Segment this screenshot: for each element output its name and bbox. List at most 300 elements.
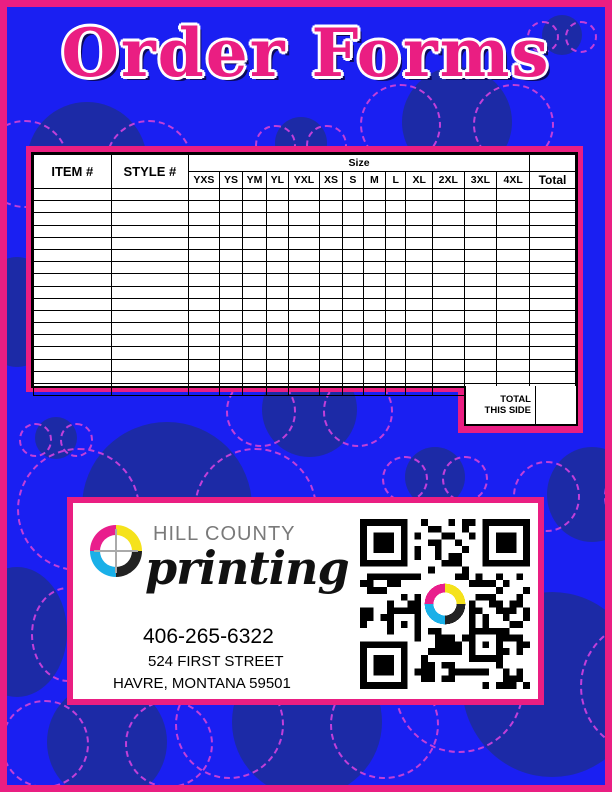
order-cell[interactable] [464,310,497,322]
order-cell[interactable] [111,237,189,249]
order-cell[interactable] [111,347,189,359]
order-cell[interactable] [343,249,363,261]
order-cell[interactable] [289,189,320,201]
order-cell[interactable] [319,347,342,359]
order-cell[interactable] [266,237,288,249]
order-cell[interactable] [111,298,189,310]
order-cell[interactable] [319,286,342,298]
size-ys: YS [219,172,242,189]
order-cell[interactable] [189,274,220,286]
order-cell[interactable] [497,347,530,359]
order-grid [33,154,576,396]
cmyk-crosshair-logo-icon [86,521,146,581]
order-cell[interactable] [432,384,464,396]
order-cell[interactable] [111,335,189,347]
order-cell[interactable] [464,213,497,225]
order-cell[interactable] [406,237,433,249]
order-form-table [26,146,583,433]
order-cell[interactable] [406,274,433,286]
order-cell[interactable] [289,298,320,310]
order-cell[interactable] [319,213,342,225]
order-cell[interactable] [243,201,266,213]
order-cell[interactable] [386,335,406,347]
order-cell[interactable] [343,384,363,396]
order-cell[interactable] [464,335,497,347]
order-cell[interactable] [111,286,189,298]
order-cell[interactable] [34,286,112,298]
total-header-spacer [529,155,575,172]
size-ym: YM [243,172,266,189]
order-cell[interactable] [386,189,406,201]
item-number-header: ITEM # [34,155,112,189]
order-cell[interactable] [343,371,363,383]
order-cell[interactable] [432,359,464,371]
order-cell[interactable] [34,189,112,201]
order-cell[interactable] [432,347,464,359]
order-cell[interactable] [266,323,288,335]
order-cell[interactable] [386,347,406,359]
order-cell[interactable] [343,262,363,274]
order-cell[interactable] [243,359,266,371]
order-cell[interactable] [111,274,189,286]
order-cell[interactable] [189,237,220,249]
order-cell[interactable] [319,384,342,396]
total-this-side-field[interactable] [536,386,578,424]
order-cell[interactable] [363,201,385,213]
order-cell[interactable] [343,286,363,298]
order-cell[interactable] [406,225,433,237]
order-cell[interactable] [111,359,189,371]
order-cell[interactable] [432,189,464,201]
order-cell[interactable] [266,262,288,274]
order-cell[interactable] [406,298,433,310]
order-cell[interactable] [243,371,266,383]
order-cell[interactable] [432,310,464,322]
order-cell[interactable] [464,262,497,274]
order-cell[interactable] [243,237,266,249]
order-cell[interactable] [266,298,288,310]
order-cell[interactable] [219,310,242,322]
order-cell[interactable] [464,298,497,310]
order-cell[interactable] [386,213,406,225]
order-cell[interactable] [289,359,320,371]
order-cell[interactable] [189,189,220,201]
order-cell[interactable] [386,225,406,237]
order-cell[interactable] [406,371,433,383]
order-cell[interactable] [529,237,575,249]
order-row [34,310,576,322]
order-row [34,335,576,347]
order-cell[interactable] [497,262,530,274]
order-cell[interactable] [343,237,363,249]
order-cell[interactable] [363,225,385,237]
order-cell[interactable] [219,323,242,335]
order-cell[interactable] [529,371,575,383]
order-cell[interactable] [529,213,575,225]
order-cell[interactable] [464,323,497,335]
order-cell[interactable] [363,237,385,249]
order-cell[interactable] [319,225,342,237]
order-cell[interactable] [111,201,189,213]
order-cell[interactable] [464,371,497,383]
order-cell[interactable] [497,225,530,237]
order-cell[interactable] [189,249,220,261]
order-cell[interactable] [319,274,342,286]
order-cell[interactable] [289,371,320,383]
business-info-panel [73,503,538,699]
order-cell[interactable] [406,359,433,371]
order-cell[interactable] [497,298,530,310]
order-cell[interactable] [363,335,385,347]
order-cell[interactable] [266,189,288,201]
order-cell[interactable] [219,286,242,298]
order-cell[interactable] [243,323,266,335]
order-cell[interactable] [34,371,112,383]
order-cell[interactable] [386,286,406,298]
business-info-card [67,497,544,705]
order-cell[interactable] [243,298,266,310]
order-cell[interactable] [219,371,242,383]
order-cell[interactable] [319,298,342,310]
order-cell[interactable] [219,262,242,274]
order-cell[interactable] [189,262,220,274]
order-cell[interactable] [406,384,433,396]
order-cell[interactable] [363,274,385,286]
order-cell[interactable] [189,359,220,371]
order-cell[interactable] [34,201,112,213]
order-cell[interactable] [497,359,530,371]
order-cell[interactable] [432,335,464,347]
order-cell[interactable] [386,262,406,274]
order-cell[interactable] [497,201,530,213]
order-cell[interactable] [111,262,189,274]
order-cell[interactable] [529,323,575,335]
order-cell[interactable] [243,262,266,274]
order-cell[interactable] [319,237,342,249]
order-cell[interactable] [34,213,112,225]
order-cell[interactable] [189,371,220,383]
order-cell[interactable] [343,213,363,225]
order-cell[interactable] [386,237,406,249]
order-cell[interactable] [266,249,288,261]
order-cell[interactable] [497,213,530,225]
order-cell[interactable] [219,384,242,396]
order-cell[interactable] [243,225,266,237]
street-address: 524 FIRST STREET [148,653,284,670]
order-cell[interactable] [189,213,220,225]
order-cell[interactable] [34,237,112,249]
order-cell[interactable] [266,384,288,396]
order-cell[interactable] [497,335,530,347]
order-cell[interactable] [363,347,385,359]
order-cell[interactable] [529,201,575,213]
order-cell[interactable] [386,249,406,261]
order-cell[interactable] [497,323,530,335]
order-cell[interactable] [386,384,406,396]
total-this-side-label [466,386,536,424]
order-cell[interactable] [386,298,406,310]
order-cell[interactable] [289,213,320,225]
order-cell[interactable] [432,371,464,383]
order-cell[interactable] [219,189,242,201]
order-cell[interactable] [34,359,112,371]
order-cell[interactable] [432,298,464,310]
order-cell[interactable] [243,335,266,347]
order-cell[interactable] [266,335,288,347]
size-4xl: 4XL [497,172,530,189]
order-cell[interactable] [219,237,242,249]
order-cell[interactable] [219,347,242,359]
order-cell[interactable] [243,286,266,298]
order-cell[interactable] [529,249,575,261]
order-cell[interactable] [319,249,342,261]
order-cell[interactable] [497,189,530,201]
order-cell[interactable] [343,310,363,322]
order-cell[interactable] [243,189,266,201]
order-cell[interactable] [289,225,320,237]
order-cell[interactable] [319,262,342,274]
order-cell[interactable] [319,310,342,322]
order-cell[interactable] [34,384,112,396]
order-cell[interactable] [289,310,320,322]
order-cell[interactable] [497,274,530,286]
order-cell[interactable] [343,335,363,347]
order-cell[interactable] [189,225,220,237]
order-cell[interactable] [464,249,497,261]
order-cell[interactable] [219,298,242,310]
order-cell[interactable] [111,249,189,261]
order-cell[interactable] [319,335,342,347]
order-cell[interactable] [243,249,266,261]
order-cell[interactable] [219,225,242,237]
order-row [34,262,576,274]
order-cell[interactable] [34,274,112,286]
order-cell[interactable] [189,286,220,298]
order-cell[interactable] [243,384,266,396]
order-cell[interactable] [289,274,320,286]
order-cell[interactable] [219,249,242,261]
company-name: HILL COUNTY [153,523,296,545]
order-cell[interactable] [406,286,433,298]
order-cell[interactable] [464,274,497,286]
order-cell[interactable] [243,310,266,322]
order-cell[interactable] [464,347,497,359]
order-cell[interactable] [266,274,288,286]
total-header: Total [529,172,575,189]
order-cell[interactable] [111,225,189,237]
order-cell[interactable] [111,213,189,225]
order-cell[interactable] [34,347,112,359]
order-cell[interactable] [464,359,497,371]
size-3xl: 3XL [464,172,497,189]
order-row [34,347,576,359]
order-cell[interactable] [529,298,575,310]
order-cell[interactable] [289,249,320,261]
order-cell[interactable] [34,225,112,237]
order-cell[interactable] [111,371,189,383]
order-cell[interactable] [497,310,530,322]
order-cell[interactable] [189,347,220,359]
order-cell[interactable] [34,249,112,261]
order-cell[interactable] [189,335,220,347]
order-cell[interactable] [386,323,406,335]
order-cell[interactable] [343,201,363,213]
order-cell[interactable] [363,262,385,274]
order-cell[interactable] [363,371,385,383]
order-cell[interactable] [266,225,288,237]
size-2xl: 2XL [432,172,464,189]
order-cell[interactable] [289,201,320,213]
order-cell[interactable] [266,201,288,213]
order-cell[interactable] [289,323,320,335]
order-cell[interactable] [406,249,433,261]
order-cell[interactable] [432,249,464,261]
order-cell[interactable] [464,189,497,201]
order-cell[interactable] [406,310,433,322]
order-cell[interactable] [497,371,530,383]
order-cell[interactable] [319,359,342,371]
order-cell[interactable] [406,335,433,347]
order-cell[interactable] [319,371,342,383]
order-row [34,323,576,335]
order-cell[interactable] [289,237,320,249]
order-cell[interactable] [343,323,363,335]
order-cell[interactable] [289,384,320,396]
order-cell[interactable] [432,225,464,237]
order-cell[interactable] [464,286,497,298]
order-cell[interactable] [219,359,242,371]
order-cell[interactable] [111,189,189,201]
order-cell[interactable] [529,286,575,298]
order-cell[interactable] [289,347,320,359]
order-row [34,274,576,286]
order-cell[interactable] [464,237,497,249]
order-cell[interactable] [432,262,464,274]
order-cell[interactable] [529,262,575,274]
order-cell[interactable] [219,201,242,213]
order-cell[interactable] [406,201,433,213]
order-cell[interactable] [406,262,433,274]
order-cell[interactable] [406,347,433,359]
order-cell[interactable] [363,189,385,201]
order-cell[interactable] [406,213,433,225]
order-cell[interactable] [189,201,220,213]
order-cell[interactable] [219,213,242,225]
order-cell[interactable] [289,335,320,347]
order-cell[interactable] [243,347,266,359]
order-cell[interactable] [219,274,242,286]
order-row [34,225,576,237]
order-cell[interactable] [464,225,497,237]
order-cell[interactable] [111,384,189,396]
order-cell[interactable] [529,225,575,237]
order-cell[interactable] [386,274,406,286]
order-cell[interactable] [266,310,288,322]
order-cell[interactable] [386,310,406,322]
order-cell[interactable] [266,347,288,359]
order-cell[interactable] [189,310,220,322]
size-xs: XS [319,172,342,189]
order-cell[interactable] [266,213,288,225]
order-cell[interactable] [189,298,220,310]
order-cell[interactable] [343,298,363,310]
order-cell[interactable] [343,225,363,237]
order-cell[interactable] [243,213,266,225]
order-cell[interactable] [343,189,363,201]
order-cell[interactable] [363,213,385,225]
order-cell[interactable] [497,237,530,249]
order-cell[interactable] [497,249,530,261]
order-cell[interactable] [343,274,363,286]
style-number-header: STYLE # [111,155,189,189]
qr-code-icon [360,519,530,689]
order-cell[interactable] [266,359,288,371]
order-cell[interactable] [363,384,385,396]
order-cell[interactable] [497,286,530,298]
order-cell[interactable] [219,335,242,347]
order-cell[interactable] [406,323,433,335]
order-cell[interactable] [386,201,406,213]
order-cell[interactable] [34,298,112,310]
order-cell[interactable] [34,335,112,347]
order-cell[interactable] [363,298,385,310]
order-cell[interactable] [529,274,575,286]
order-cell[interactable] [529,335,575,347]
order-cell[interactable] [319,189,342,201]
order-cell[interactable] [363,323,385,335]
order-cell[interactable] [529,310,575,322]
order-cell[interactable] [319,201,342,213]
order-cell[interactable] [243,274,266,286]
order-cell[interactable] [386,371,406,383]
order-cell[interactable] [386,359,406,371]
order-cell[interactable] [432,201,464,213]
order-cell[interactable] [266,286,288,298]
order-cell[interactable] [464,201,497,213]
order-cell[interactable] [529,189,575,201]
order-cell[interactable] [363,249,385,261]
order-cell[interactable] [343,347,363,359]
order-cell[interactable] [111,323,189,335]
order-cell[interactable] [432,286,464,298]
order-cell[interactable] [34,323,112,335]
softball-graphic [7,567,67,697]
order-cell[interactable] [266,371,288,383]
order-cell[interactable] [319,323,342,335]
order-cell[interactable] [289,286,320,298]
order-row [34,371,576,383]
order-cell[interactable] [111,310,189,322]
order-cell[interactable] [432,323,464,335]
order-cell[interactable] [529,347,575,359]
order-cell[interactable] [406,189,433,201]
order-row [34,298,576,310]
order-cell[interactable] [189,323,220,335]
order-row [34,213,576,225]
order-cell[interactable] [34,310,112,322]
order-cell[interactable] [343,359,363,371]
order-cell[interactable] [432,213,464,225]
order-cell[interactable] [34,262,112,274]
order-cell[interactable] [432,274,464,286]
order-cell[interactable] [529,359,575,371]
order-cell[interactable] [363,310,385,322]
order-cell[interactable] [363,286,385,298]
order-cell[interactable] [363,359,385,371]
order-cell[interactable] [432,237,464,249]
order-cell[interactable] [189,384,220,396]
order-cell[interactable] [289,262,320,274]
